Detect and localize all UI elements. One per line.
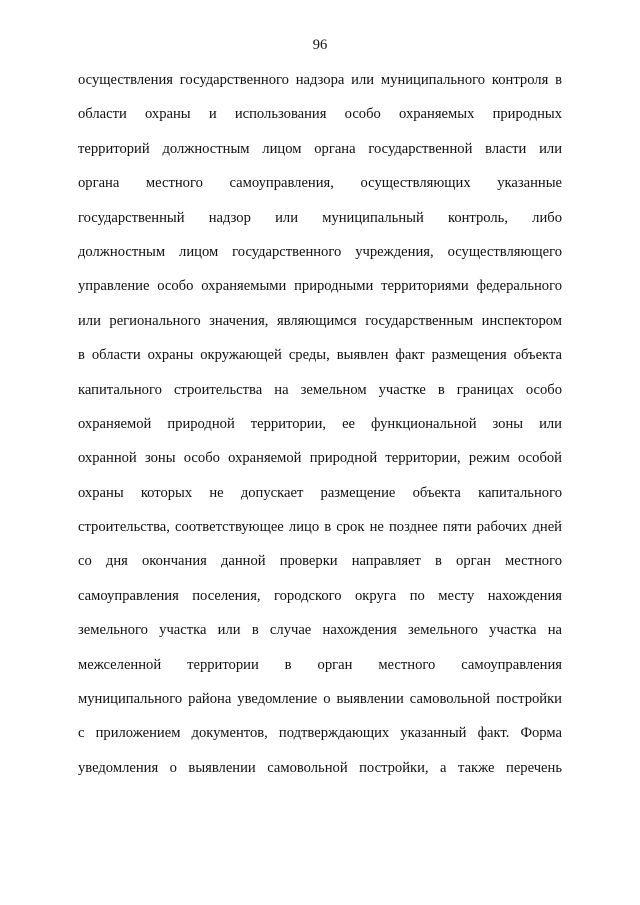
text-line-4: органа местного самоуправления, осуществляющих указанные <box>78 175 562 192</box>
text-line-6: должностным лицом государственного учреждения, осуществляющего <box>78 243 562 260</box>
text-line-21: уведомления о выявлении самовольной постройки, а также перечень <box>78 759 562 776</box>
text-line-17: земельного участка или в случае нахождения земельного участка на <box>78 622 562 639</box>
text-line-7: управление особо охраняемыми природными территориями федерального <box>78 278 562 295</box>
text-line-9: в области охраны окружающей среды, выявлен факт размещения объекта <box>78 347 562 364</box>
text-line-8: или регионального значения, являющимся государственным инспектором <box>78 312 562 329</box>
page-number: 96 <box>312 37 328 53</box>
text-line-2: области охраны и использования особо охраняемых природных <box>78 106 562 123</box>
text-line-5: государственный надзор или муниципальный контроль, либо <box>78 209 562 226</box>
text-line-11: охраняемой природной территории, ее функциональной зоны или <box>78 415 562 432</box>
text-line-18: межселенной территории в орган местного самоуправления <box>78 656 562 673</box>
text-line-1: осуществления государственного надзора или муниципального контроля в <box>78 72 562 88</box>
text-line-12: охранной зоны особо охраняемой природной территории, режим особой <box>78 450 562 467</box>
text-line-16: самоуправления поселения, городского округа по месту нахождения <box>78 587 562 604</box>
text-line-15: со дня окончания данной проверки направляет в орган местного <box>78 553 562 570</box>
text-line-10: капитального строительства на земельном участке в границах особо <box>78 381 562 398</box>
text-line-20: с приложением документов, подтверждающих указанный факт. Форма <box>78 725 562 742</box>
text-line-13: охраны которых не допускает размещение объекта капитального <box>78 484 562 501</box>
text-line-14: строительства, соответствующее лицо в срок не позднее пяти рабочих дней <box>78 519 562 536</box>
body-text <box>78 70 562 792</box>
text-line-3: территорий должностным лицом органа государственной власти или <box>78 140 562 157</box>
text-line-19: муниципального района уведомление о выявлении самовольной постройки <box>78 691 562 708</box>
